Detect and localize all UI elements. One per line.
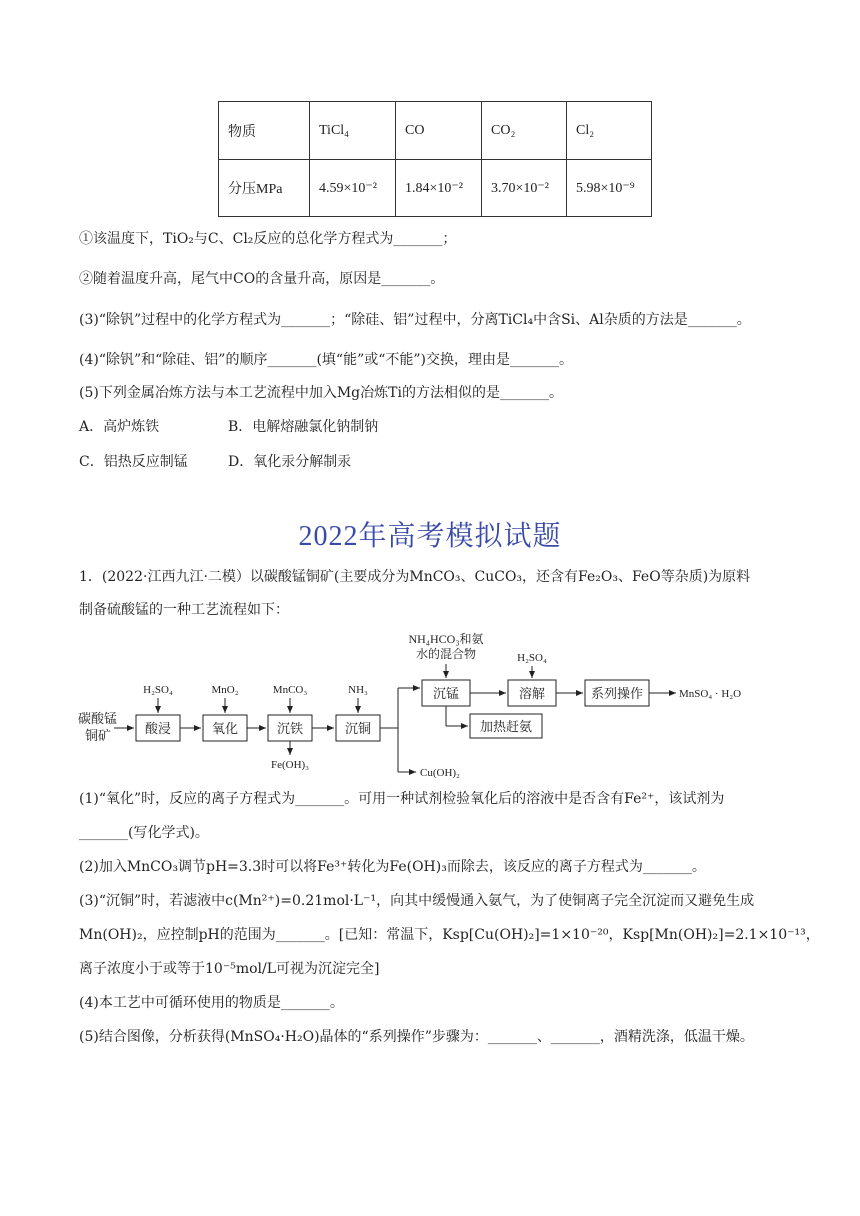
- flow-start: 铜矿: [85, 728, 112, 743]
- table-cell: 物质: [219, 102, 310, 160]
- flow-step: 沉铜: [344, 721, 372, 736]
- question-line: (1)“氧化”时，反应的离子方程式为_______。可用一种试剂检验氧化后的溶液中是否含有Fe²⁺，该试剂为: [79, 791, 725, 807]
- question-line: ①该温度下，TiO₂与C、Cl₂反应的总化学方程式为_______；: [79, 231, 457, 247]
- flow-step: 沉锰: [432, 686, 460, 701]
- flow-reagent: 水的混合物: [415, 647, 477, 661]
- question-line: (3)“沉铜”时，若滤液中c(Mn²⁺)=0.21mol·L⁻¹，向其中缓慢通入氨气，为了使铜离子完全沉淀而又避免生成: [79, 893, 755, 909]
- question-line: Mn(OH)₂，应控制pH的范围为_______。[已知：常温下，Ksp[Cu(OH)₂]=1×10⁻²⁰，Ksp[Mn(OH)₂]=2.1×10⁻¹³，: [79, 927, 820, 943]
- table-row: [219, 160, 652, 217]
- table-cell: CO₂: [482, 102, 567, 160]
- table-cell: 1.84×10⁻²: [396, 160, 482, 217]
- table-row: [219, 102, 652, 160]
- flow-reagent: MnCO₃: [272, 684, 308, 696]
- flow-step: 氧化: [211, 721, 239, 736]
- question-line: (2)加入MnCO₃调节pH=3.3时可以将Fe³⁺转化为Fe(OH)₃而除去，该反应的离子方程式为_______。: [79, 859, 706, 875]
- option-a: A．高炉炼铁: [79, 419, 160, 435]
- flow-product: MnSO₄ · H₂O: [679, 688, 742, 700]
- flow-start: 碳酸锰: [78, 711, 118, 726]
- flow-step: 加热赶氨: [479, 719, 533, 734]
- table-cell: 分压MPa: [219, 160, 310, 217]
- table-cell: TiCl₄: [310, 102, 396, 160]
- flow-step: 溶解: [518, 686, 546, 701]
- process-flow-diagram: [70, 622, 790, 782]
- option-b: B．电解熔融氯化钠制钠: [228, 419, 379, 435]
- question-intro: 1．(2022·江西九江·二模）以碳酸锰铜矿(主要成分为MnCO₃、CuCO₃，还含有Fe₂O₃、FeO等杂质)为原料: [79, 569, 751, 585]
- flow-byproduct: Fe(OH)₃: [270, 759, 310, 771]
- question-line: _______(写化学式)。: [79, 825, 209, 841]
- option-d: D．氧化汞分解制汞: [228, 454, 352, 470]
- flow-reagent: H₂SO₄: [143, 684, 173, 696]
- table-cell: CO: [396, 102, 482, 160]
- table-cell: 5.98×10⁻⁹: [567, 160, 652, 217]
- table-cell: 4.59×10⁻²: [310, 160, 396, 217]
- question-line: (4)“除钒”和“除硅、铝”的顺序_______(填“能”或“不能”)交换，理由是_______。: [79, 352, 574, 368]
- flow-step: 沉铁: [276, 721, 304, 736]
- flow-reagent: NH₄HCO₃和氨: [408, 632, 484, 646]
- table-cell: Cl₂: [567, 102, 652, 160]
- question-line: (4)本工艺中可循环使用的物质是_______。: [79, 995, 344, 1011]
- question-intro: 制备硫酸锰的一种工艺流程如下：: [79, 602, 289, 618]
- flow-reagent: H₂SO₄: [517, 652, 547, 664]
- flow-reagent: MnO₂: [211, 684, 239, 696]
- flow-step: 酸浸: [144, 721, 172, 736]
- table-cell: 3.70×10⁻²: [482, 160, 567, 217]
- question-line: 离子浓度小于或等于10⁻⁵mol/L可视为沉淀完全]: [79, 961, 380, 977]
- question-line: (3)“除钒”过程中的化学方程式为_______；“除硅、铝”过程中，分离TiCl₄中含Si、Al杂质的方法是_______。: [79, 312, 751, 328]
- question-line: ②随着温度升高，尾气中CO的含量升高，原因是_______。: [79, 271, 445, 287]
- partial-pressure-table: [218, 101, 652, 217]
- option-c: C．铝热反应制锰: [79, 454, 188, 470]
- flow-step: 系列操作: [590, 686, 644, 701]
- question-line: (5)结合图像，分析获得(MnSO₄·H₂O)晶体的“系列操作”步骤为：_______、_______，酒精洗涤，低温干燥。: [79, 1029, 754, 1045]
- section-title: 2022年高考模拟试题: [298, 521, 562, 552]
- flow-reagent: NH₃: [348, 684, 368, 696]
- question-line: (5)下列金属冶炼方法与本工艺流程中加入Mg冶炼Ti的方法相似的是_______。: [79, 385, 563, 401]
- flow-byproduct: Cu(OH)₂: [420, 767, 460, 779]
